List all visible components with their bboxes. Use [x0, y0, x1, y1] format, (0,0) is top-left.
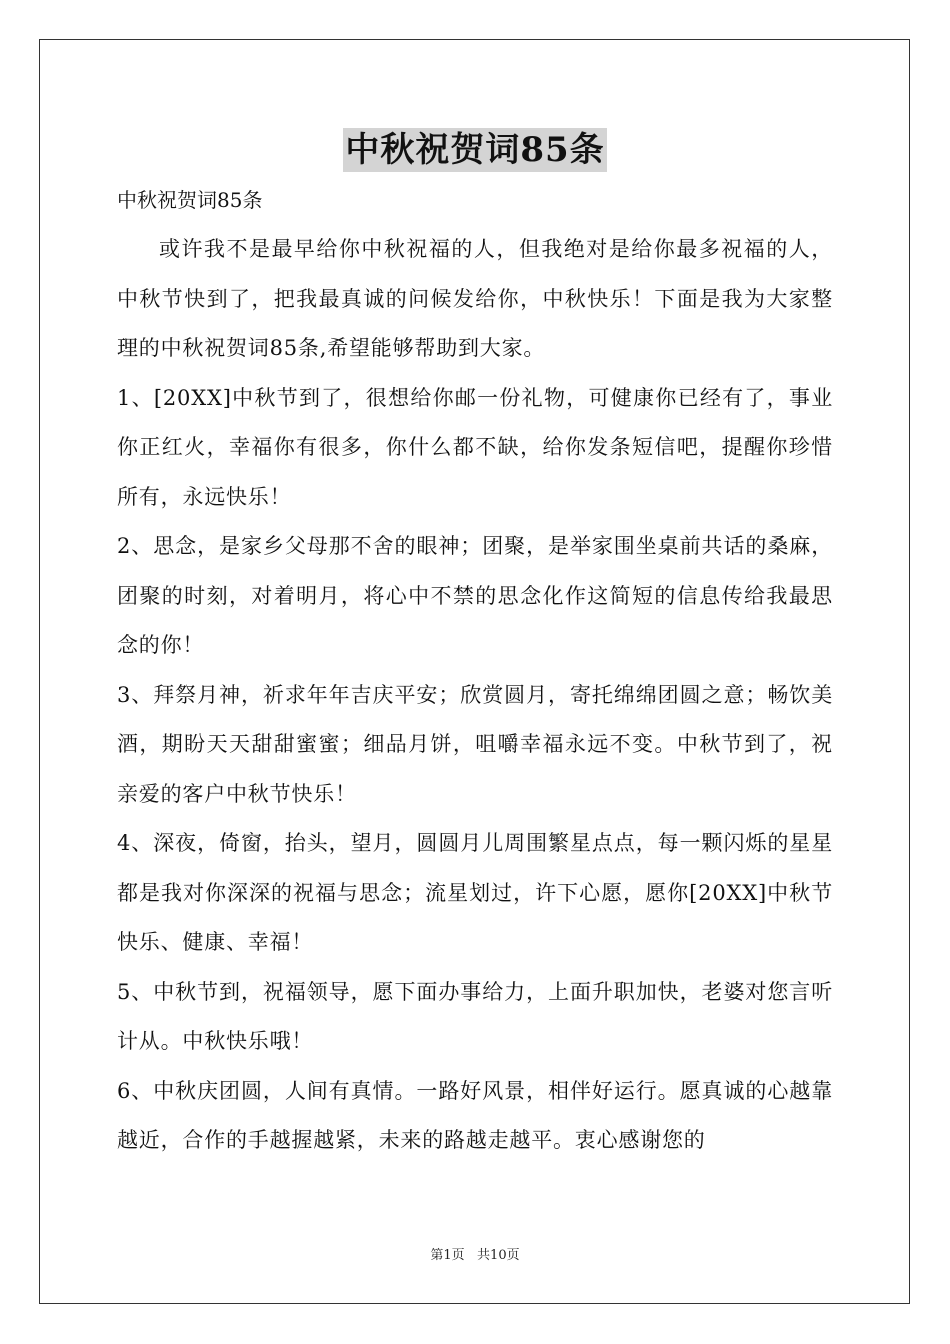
document-subtitle: 中秋祝贺词85条	[117, 188, 263, 212]
greeting-item-1: 1、[20XX]中秋节到了，很想给你邮一份礼物，可健康你已经有了，事业你正红火，幸福你有很多，你什么都不缺，给你发条短信吧，提醒你珍惜所有，永远快乐！	[117, 385, 833, 509]
intro-paragraph: 或许我不是最早给你中秋祝福的人，但我绝对是给你最多祝福的人，中秋节快到了，把我最真诚的问候发给你，中秋快乐！下面是我为大家整理的中秋祝贺词85条,希望能够帮助到大家。	[117, 237, 833, 360]
page-number: 第1页 共10页	[430, 1248, 520, 1263]
document-body	[117, 177, 833, 1166]
greeting-item-5: 5、中秋节到，祝福领导，愿下面办事给力，上面升职加快，老婆对您言听计从。中秋快乐哦！	[117, 979, 833, 1053]
title-container	[0, 128, 950, 172]
page-footer	[0, 1246, 950, 1266]
greeting-item-2: 2、思念，是家乡父母那不舍的眼神；团聚，是举家围坐桌前共话的桑麻，团聚的时刻，对着明月，将心中不禁的思念化作这简短的信息传给我最思念的你！	[117, 534, 833, 657]
greeting-item-3: 3、拜祭月神，祈求年年吉庆平安；欣赏圆月，寄托绵绵团圆之意；畅饮美酒，期盼天天甜甜蜜蜜；细品月饼，咀嚼幸福永远不变。中秋节到了，祝亲爱的客户中秋节快乐！	[117, 682, 833, 806]
greeting-item-6: 6、中秋庆团圆，人间有真情。一路好风景，相伴好运行。愿真诚的心越靠越近，合作的手越握越紧，未来的路越走越平。衷心感谢您的	[117, 1078, 833, 1152]
greeting-item-4: 4、深夜，倚窗，抬头，望月，圆圆月儿周围繁星点点，每一颗闪烁的星星都是我对你深深的祝福与思念；流星划过，许下心愿，愿你[20XX]中秋节快乐、健康、幸福！	[117, 831, 833, 954]
document-title: 中秋祝贺词85条	[345, 130, 605, 170]
